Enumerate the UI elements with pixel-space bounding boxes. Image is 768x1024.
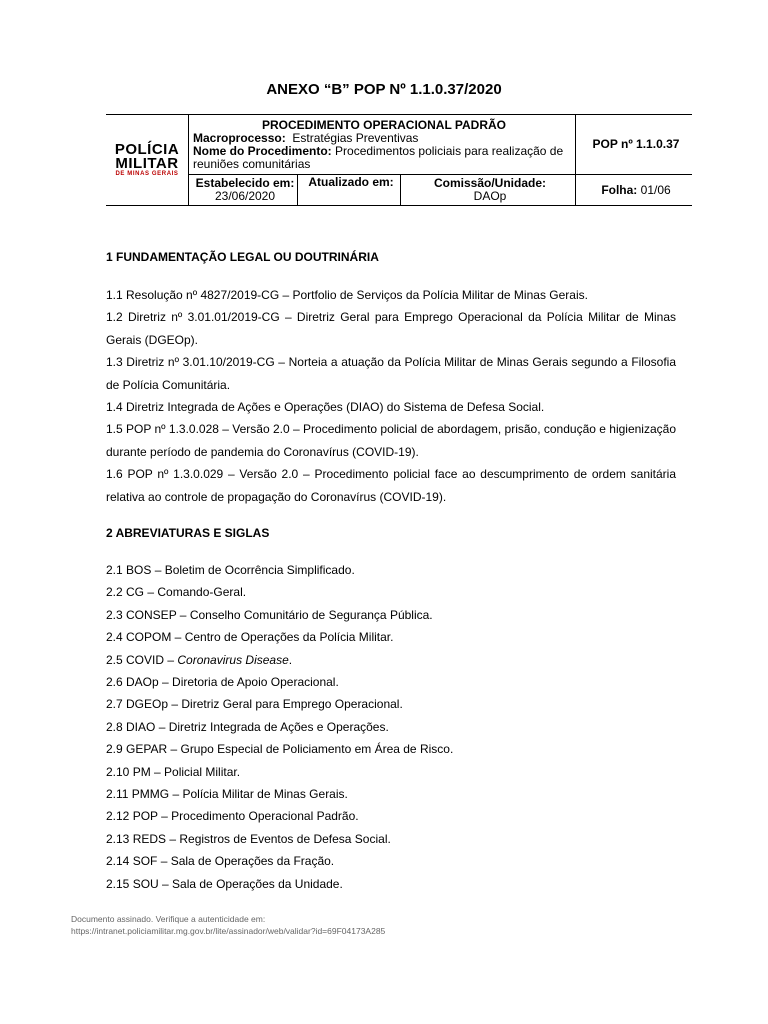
- list-item: 2.7 DGEOp – Diretriz Geral para Emprego Operacional.: [106, 697, 403, 712]
- section2-list: [106, 559, 676, 895]
- procedure-info-cell: [189, 115, 576, 175]
- list-item: 2.1 BOS – Boletim de Ocorrência Simplificado.: [106, 563, 355, 577]
- header-table: [106, 114, 692, 206]
- procedure-title: PROCEDIMENTO OPERACIONAL PADRÃO: [261, 117, 507, 132]
- list-item: 2.5 COVID – Coronavirus Disease.: [106, 652, 293, 667]
- list-item: 2.4 COPOM – Centro de Operações da Polícia Militar.: [106, 630, 394, 645]
- list-item: 1.5 POP nº 1.3.0.028 – Versão 2.0 – Procedimento policial de abordagem, prisão, condução e higienização durante período de pandemia do Coronavírus (COVID-19).: [106, 422, 676, 459]
- list-item: 2.11 PMMG – Polícia Militar de Minas Gerais.: [106, 787, 348, 802]
- list-item: 2.2 CG – Comando-Geral.: [106, 585, 247, 600]
- footer-note: Documento assinado. Verifique a autenticidade em:: [71, 914, 266, 924]
- footer-link[interactable]: https://intranet.policiamilitar.mg.gov.br/lite/assinador/web/validar?id=69F04173A285: [71, 926, 386, 936]
- list-item: 2.3 CONSEP – Conselho Comunitário de Segurança Pública.: [106, 607, 433, 622]
- list-item: 1.1 Resolução nº 4827/2019-CG – Portfolio de Serviços da Polícia Militar de Minas Gerais.: [106, 288, 588, 302]
- list-item: 1.6 POP nº 1.3.0.029 – Versão 2.0 – Procedimento policial face ao descumprimento de ordem sanitária relativa ao controle de propagação do Coronavírus (COVID-19).: [106, 467, 676, 504]
- signature-footer: [71, 913, 385, 937]
- atualizado-cell: Atualizado em:: [298, 175, 401, 206]
- list-item: 2.6 DAOp – Diretoria de Apoio Operacional.: [106, 675, 339, 690]
- list-item: 1.2 Diretriz nº 3.01.01/2019-CG – Diretriz Geral para Emprego Operacional da Polícia Militar de Minas Gerais (DGEOp).: [106, 310, 676, 347]
- section1-list: [106, 284, 676, 508]
- list-item: 2.10 PM – Policial Militar.: [106, 764, 241, 779]
- list-item: 1.3 Diretriz nº 3.01.10/2019-CG – Norteia a atuação da Polícia Militar de Minas Gerais segundo a Filosofia de Polícia Comunitária.: [106, 355, 676, 392]
- section1-heading: 1 FUNDAMENTAÇÃO LEGAL OU DOUTRINÁRIA: [106, 250, 379, 264]
- pop-number: POP nº 1.1.0.37: [576, 115, 693, 175]
- estabelecido-cell: Estabelecido em: 23/06/2020: [189, 175, 298, 206]
- logo-cell: [106, 115, 189, 206]
- pmmg-logo: POLÍCIA MILITAR DE MINAS GERAIS: [114, 140, 180, 177]
- list-item: 2.8 DIAO – Diretriz Integrada de Ações e Operações.: [106, 719, 389, 734]
- list-item: 2.13 REDS – Registros de Eventos de Defesa Social.: [106, 831, 391, 846]
- list-item: 2.15 SOU – Sala de Operações da Unidade.: [106, 876, 343, 891]
- section2-heading: 2 ABREVIATURAS E SIGLAS: [106, 526, 270, 540]
- list-item: 2.14 SOF – Sala de Operações da Fração.: [106, 854, 335, 869]
- page-title: ANEXO “B” POP Nº 1.1.0.37/2020: [266, 81, 502, 98]
- comissao-cell: Comissão/Unidade: DAOp: [401, 175, 576, 206]
- nome-procedimento: Nome do Procedimento: Procedimentos policiais para realização de reuniões comunitárias: [193, 143, 564, 171]
- list-item: 2.12 POP – Procedimento Operacional Padrão.: [106, 809, 359, 824]
- list-item: 1.4 Diretriz Integrada de Ações e Operações (DIAO) do Sistema de Defesa Social.: [106, 400, 545, 415]
- list-item: 2.9 GEPAR – Grupo Especial de Policiamento em Área de Risco.: [106, 742, 454, 757]
- folha-cell: Folha: 01/06: [576, 175, 693, 206]
- macroprocesso: Macroprocesso: Estratégias Preventivas: [193, 130, 419, 145]
